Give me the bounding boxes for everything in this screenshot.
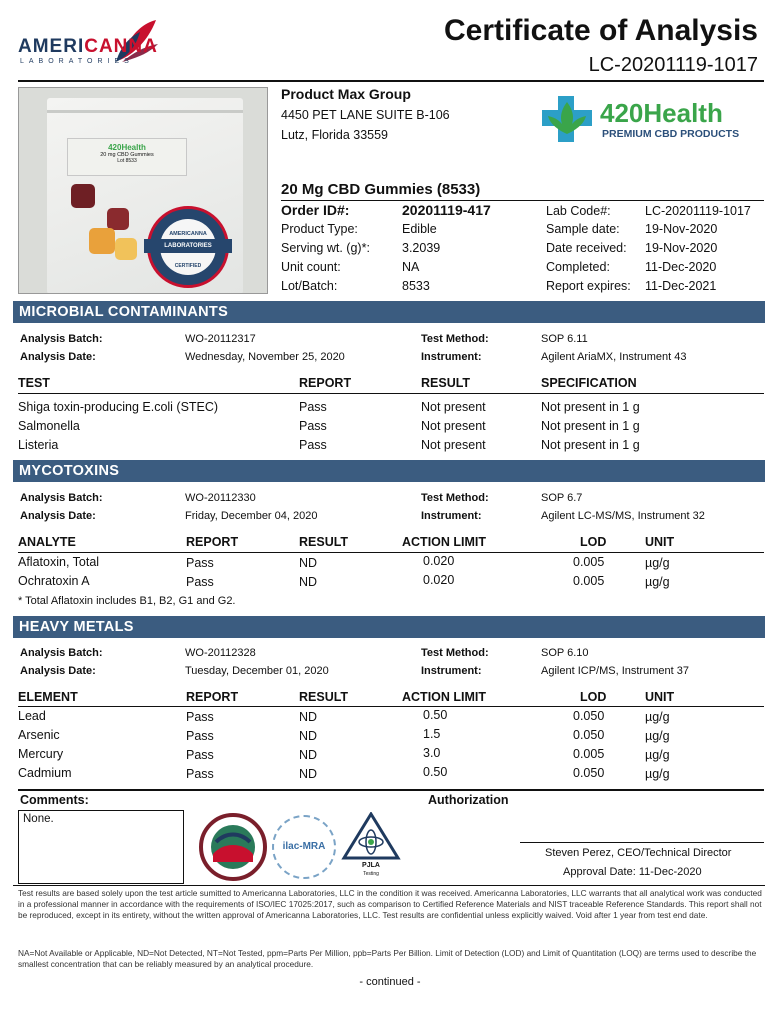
comments-text: None. <box>23 813 54 825</box>
micro-col-test: TEST <box>18 376 50 390</box>
myco-unit: µg/g <box>645 556 670 570</box>
gummy-orange <box>89 228 115 254</box>
sample-date-value: 19-Nov-2020 <box>645 222 718 236</box>
logo-subtitle: LABORATORIES <box>20 58 134 65</box>
serving-wt-value: 3.2039 <box>402 241 441 255</box>
metals-report: Pass <box>186 767 214 781</box>
order-id-value: 20201119-417 <box>402 202 491 218</box>
section-mycotoxins: MYCOTOXINS <box>13 460 765 482</box>
micro-test-name: Listeria <box>18 438 59 452</box>
product-type-label: Product Type: <box>281 222 358 236</box>
micro-instrument-label: Instrument: <box>421 351 482 363</box>
report-code: LC-20201119-1017 <box>588 54 758 76</box>
micro-spec: Not present in 1 g <box>541 438 640 452</box>
micro-report: Pass <box>299 438 327 452</box>
package-label-product: 20 mg CBD Gummies <box>100 152 154 158</box>
ilac-logo-text: ilac-MRA <box>282 841 326 852</box>
micro-spec: Not present in 1 g <box>541 400 640 414</box>
myco-action-limit: 0.020 <box>423 554 455 568</box>
completed-value: 11-Dec-2020 <box>645 260 717 274</box>
seal-band-text: LABORATORIES <box>144 239 232 253</box>
myco-col-analyte: ANALYTE <box>18 535 76 549</box>
micro-col-spec: SPECIFICATION <box>541 376 637 390</box>
certified-seal <box>147 206 229 288</box>
metals-method-value: SOP 6.10 <box>541 647 589 659</box>
pjla-logo-subtext: Testing <box>363 871 379 877</box>
comments-label: Comments: <box>20 793 89 807</box>
authorization-label: Authorization <box>428 793 509 807</box>
myco-analyte: Aflatoxin, Total <box>18 555 100 569</box>
section-microbial: MICROBIAL CONTAMINANTS <box>13 301 765 323</box>
metals-element: Arsenic <box>18 728 60 742</box>
metals-instrument-label: Instrument: <box>421 665 482 677</box>
metals-element: Lead <box>18 709 46 723</box>
myco-unit: µg/g <box>645 575 670 589</box>
myco-method-value: SOP 6.7 <box>541 492 583 504</box>
myco-date-value: Friday, December 04, 2020 <box>185 510 318 522</box>
client-address-2: Lutz, Florida 33559 <box>281 128 389 142</box>
myco-instrument-label: Instrument: <box>421 510 482 522</box>
myco-col-report: REPORT <box>186 535 239 549</box>
metals-col-report: REPORT <box>186 690 239 704</box>
metals-unit: µg/g <box>645 767 670 781</box>
order-id-label: Order ID#: <box>281 202 350 218</box>
metals-report: Pass <box>186 710 214 724</box>
micro-date-value: Wednesday, November 25, 2020 <box>185 351 345 363</box>
metals-unit: µg/g <box>645 710 670 724</box>
metals-lod: 0.005 <box>573 747 605 761</box>
pjla-logo <box>340 812 402 878</box>
metals-instrument-value: Agilent ICP/MS, Instrument 37 <box>541 665 689 677</box>
approval-date: Approval Date: 11-Dec-2020 <box>563 866 702 878</box>
metals-report: Pass <box>186 748 214 762</box>
ilac-logo <box>272 815 336 879</box>
myco-date-label: Analysis Date: <box>20 510 96 522</box>
micro-col-report: REPORT <box>299 376 352 390</box>
lab-code-label: Lab Code#: <box>546 204 611 218</box>
metals-result: ND <box>299 748 318 762</box>
micro-result: Not present <box>421 419 486 433</box>
myco-action-limit: 0.020 <box>423 573 455 587</box>
metals-result: ND <box>299 729 318 743</box>
metals-action-limit: 1.5 <box>423 727 441 741</box>
myco-instrument-value: Agilent LC-MS/MS, Instrument 32 <box>541 510 705 522</box>
sample-date-label: Sample date: <box>546 222 620 236</box>
gummy-red <box>71 184 95 208</box>
package-label-lot: Lot 8533 <box>117 158 137 164</box>
micro-test-name: Shiga toxin-producing E.coli (STEC) <box>18 400 219 414</box>
pjla-atom-icon <box>340 812 402 862</box>
metals-method-label: Test Method: <box>421 647 489 659</box>
client-address-1: 4450 PET LANE SUITE B-106 <box>281 108 450 122</box>
seal-top-text: AMERICANNA <box>169 231 207 237</box>
brand-logo-420health <box>540 94 765 146</box>
section-heavy-metals: HEAVY METALS <box>13 616 765 638</box>
package-label-brand: 420Health <box>108 143 146 152</box>
lab-code-value: LC-20201119-1017 <box>645 204 751 218</box>
lot-batch-label: Lot/Batch: <box>281 279 338 293</box>
package-label <box>67 138 187 176</box>
metals-unit: µg/g <box>645 729 670 743</box>
footer-divider <box>13 885 765 886</box>
disclaimer-text: Test results are based solely upon the test article sumitted to Americanna Laboratories, LLC in the condition it was received. Americanna Laboratories, LLC warrants that all analytical work was conducted in a professional manner in accordance with the requirements of ISO/IEC 17025:2017, such as comparison to Certified Reference Materials and NIST traceable Reference Standards. This report shall not be reproduced, except in its entirety, without the written approval of Americanna Laboratories, LLC. Test results are confidential unless explicitly waived. Void after 1 year from test end date. <box>18 888 762 920</box>
myco-col-unit: UNIT <box>645 535 675 549</box>
micro-batch-value: WO-20112317 <box>185 333 256 345</box>
micro-batch-label: Analysis Batch: <box>20 333 103 345</box>
date-received-value: 19-Nov-2020 <box>645 241 718 255</box>
metals-action-limit: 3.0 <box>423 746 441 760</box>
brand-main-text: 420Health <box>600 98 723 128</box>
myco-batch-value: WO-20112330 <box>185 492 256 504</box>
seal-bottom-text: CERTIFIED <box>174 263 202 269</box>
cross-leaf-icon <box>540 94 594 144</box>
client-name: Product Max Group <box>281 86 411 102</box>
micro-spec: Not present in 1 g <box>541 419 640 433</box>
comments-box <box>18 810 184 884</box>
metals-action-limit: 0.50 <box>423 765 448 779</box>
metals-unit: µg/g <box>645 748 670 762</box>
micro-method-value: SOP 6.11 <box>541 333 588 345</box>
comments-divider <box>18 789 764 791</box>
abbreviations-text: NA=Not Available or Applicable, ND=Not Detected, NT=Not Tested, ppm=Parts Per Million, ppb=Parts Per Billion. Limit of Detection (LOD) and Limit of Quantitation (LOQ) are terms used to describe the smallest concentration that can be reliably measured by an analytical procedure. <box>18 948 757 969</box>
micro-result: Not present <box>421 400 486 414</box>
metals-date-value: Tuesday, December 01, 2020 <box>185 665 329 677</box>
continued-text: - continued - <box>359 976 421 988</box>
metals-col-action-limit: ACTION LIMIT <box>402 690 487 704</box>
lot-batch-value: 8533 <box>402 279 430 293</box>
metals-element: Cadmium <box>18 766 72 780</box>
myco-analyte: Ochratoxin A <box>18 574 90 588</box>
product-divider <box>281 200 764 201</box>
metals-result: ND <box>299 710 318 724</box>
metals-lod: 0.050 <box>573 728 605 742</box>
product-photo <box>18 87 268 294</box>
metals-lod: 0.050 <box>573 766 605 780</box>
micro-test-name: Salmonella <box>18 419 80 433</box>
myco-lod: 0.005 <box>573 555 605 569</box>
myco-method-label: Test Method: <box>421 492 489 504</box>
signer-name: Steven Perez, CEO/Technical Director <box>545 847 732 859</box>
logo-text-ameri: AMERI <box>18 36 85 57</box>
logo-text-canna: CANNA <box>84 36 158 57</box>
pjla-logo-text: PJLA <box>362 862 380 869</box>
product-type-value: Edible <box>402 222 437 236</box>
metals-element: Mercury <box>18 747 64 761</box>
signature-line <box>520 842 764 843</box>
metals-col-unit: UNIT <box>645 690 675 704</box>
metals-col-lod: LOD <box>580 690 607 704</box>
gummy-red-2 <box>107 208 129 230</box>
report-expires-value: 11-Dec-2021 <box>645 279 717 293</box>
micro-report: Pass <box>299 400 327 414</box>
metals-date-label: Analysis Date: <box>20 665 96 677</box>
micro-col-result: RESULT <box>421 376 471 390</box>
metals-batch-label: Analysis Batch: <box>20 647 103 659</box>
metals-batch-value: WO-20112328 <box>185 647 256 659</box>
page-title: Certificate of Analysis <box>444 14 758 47</box>
micro-date-label: Analysis Date: <box>20 351 96 363</box>
myco-footnote: * Total Aflatoxin includes B1, B2, G1 and G2. <box>18 595 236 607</box>
myco-batch-label: Analysis Batch: <box>20 492 103 504</box>
doj-seal-icon <box>198 812 268 882</box>
gummy-yellow <box>115 238 137 260</box>
serving-wt-label: Serving wt. (g)*: <box>281 241 370 255</box>
myco-col-action-limit: ACTION LIMIT <box>402 535 487 549</box>
completed-label: Completed: <box>546 260 610 274</box>
metals-col-result: RESULT <box>299 690 349 704</box>
myco-report: Pass <box>186 575 214 589</box>
metals-report: Pass <box>186 729 214 743</box>
report-expires-label: Report expires: <box>546 279 631 293</box>
product-title: 20 Mg CBD Gummies (8533) <box>281 181 481 198</box>
myco-col-lod: LOD <box>580 535 607 549</box>
myco-result: ND <box>299 556 318 570</box>
header-divider <box>18 80 764 82</box>
metals-result: ND <box>299 767 318 781</box>
unit-count-value: NA <box>402 260 420 274</box>
myco-col-result: RESULT <box>299 535 349 549</box>
americanna-logo <box>18 18 168 70</box>
myco-result: ND <box>299 575 318 589</box>
myco-lod: 0.005 <box>573 574 605 588</box>
date-received-label: Date received: <box>546 241 627 255</box>
metals-action-limit: 0.50 <box>423 708 448 722</box>
micro-instrument-value: Agilent AriaMX, Instrument 43 <box>541 351 687 363</box>
brand-sub-text: PREMIUM CBD PRODUCTS <box>602 128 740 140</box>
micro-result: Not present <box>421 438 486 452</box>
micro-method-label: Test Method: <box>421 333 489 345</box>
unit-count-label: Unit count: <box>281 260 341 274</box>
micro-report: Pass <box>299 419 327 433</box>
metals-col-element: ELEMENT <box>18 690 78 704</box>
metals-lod: 0.050 <box>573 709 605 723</box>
myco-report: Pass <box>186 556 214 570</box>
